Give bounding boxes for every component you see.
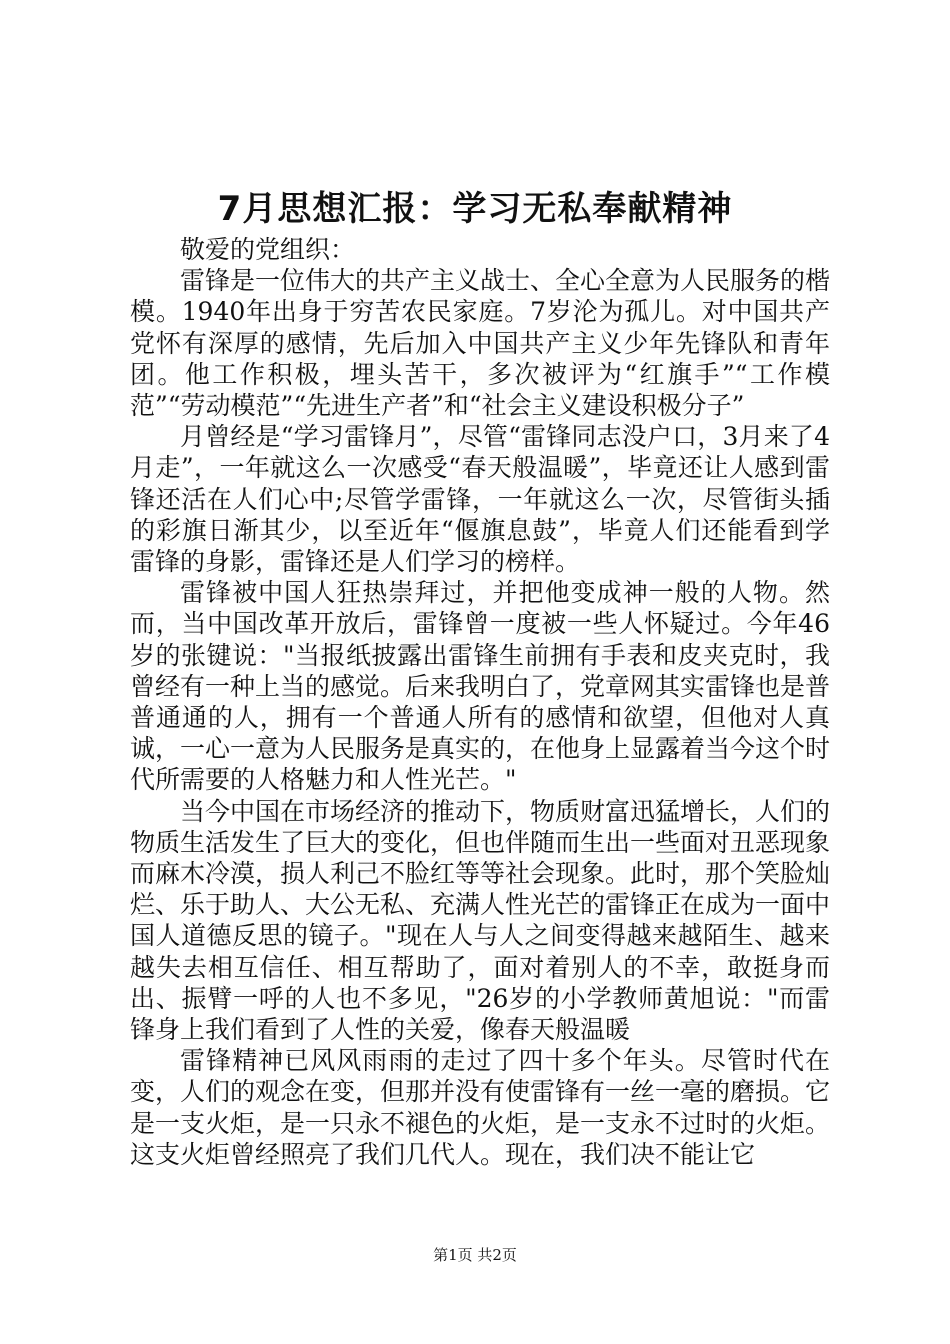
paragraph-1: 雷锋是一位伟大的共产主义战士、全心全意为人民服务的楷模。1940年出身于穷苦农民家庭。7岁沦为孤儿。对中国共产党怀有深厚的感情，先后加入中国共产主义少年先锋队和青年团。他工作积极，埋头苦干，多次被评为“红旗手”“工作模范”“劳动模范”“先进生产者”和“社会主义建设积极分子” xyxy=(130,266,831,421)
paragraph-4: 当今中国在市场经济的推动下，物质财富迅猛增长，人们的物质生活发生了巨大的变化，但也伴随而生出一些面对丑恶现象而麻木冷漠，损人利己不脸红等等社会现象。此时，那个笑脸灿烂、乐于助人、大公无私、充满人性光芒的雷锋正在成为一面中国人道德反思的镜子。"现在人与人之间变得越来越陌生、越来越失去相互信任、相互帮助了，面对着别人的不幸，敢挺身而出、振臂一呼的人也不多见，"26岁的小学教师黄旭说："而雷锋身上我们看到了人性的关爱，像春天般温暖 xyxy=(130,796,831,1045)
document-body xyxy=(130,234,830,1170)
paragraph-5: 雷锋精神已风风雨雨的走过了四十多个年头。尽管时代在变，人们的观念在变，但那并没有使雷锋有一丝一毫的磨损。它是一支火炬，是一只永不褪色的火炬，是一支永不过时的火炬。这支火炬曾经照亮了我们几代人。现在，我们决不能让它 xyxy=(130,1046,831,1169)
paragraph-3: 雷锋被中国人狂热崇拜过，并把他变成神一般的人物。然而，当中国改革开放后，雷锋曾一度被一些人怀疑过。今年46岁的张键说："当报纸披露出雷锋生前拥有手表和皮夹克时，我曾经有一种上当的感觉。后来我明白了，党章网其实雷锋也是普普通通的人，拥有一个普通人所有的感情和欲望，但他对人真诚，一心一意为人民服务是真实的，在他身上显露着当今这个时代所需要的人格魅力和人性光芒。" xyxy=(130,578,831,795)
page-number: 第1页 共2页 xyxy=(433,1246,517,1264)
salutation: 敬爱的党组织： xyxy=(180,235,356,264)
document-title: 7月思想汇报：学习无私奉献精神 xyxy=(217,189,733,229)
paragraph-2: 月曾经是“学习雷锋月”，尽管“雷锋同志没户口，3月来了4月走”，一年就这么一次感受“春天般温暖”，毕竟还让人感到雷锋还活在人们心中;尽管学雷锋，一年就这么一次，尽管街头插的彩旗日渐其少，以至近年“偃旗息鼓”，毕竟人们还能看到学雷锋的身影，雷锋还是人们学习的榜样。 xyxy=(130,422,830,577)
